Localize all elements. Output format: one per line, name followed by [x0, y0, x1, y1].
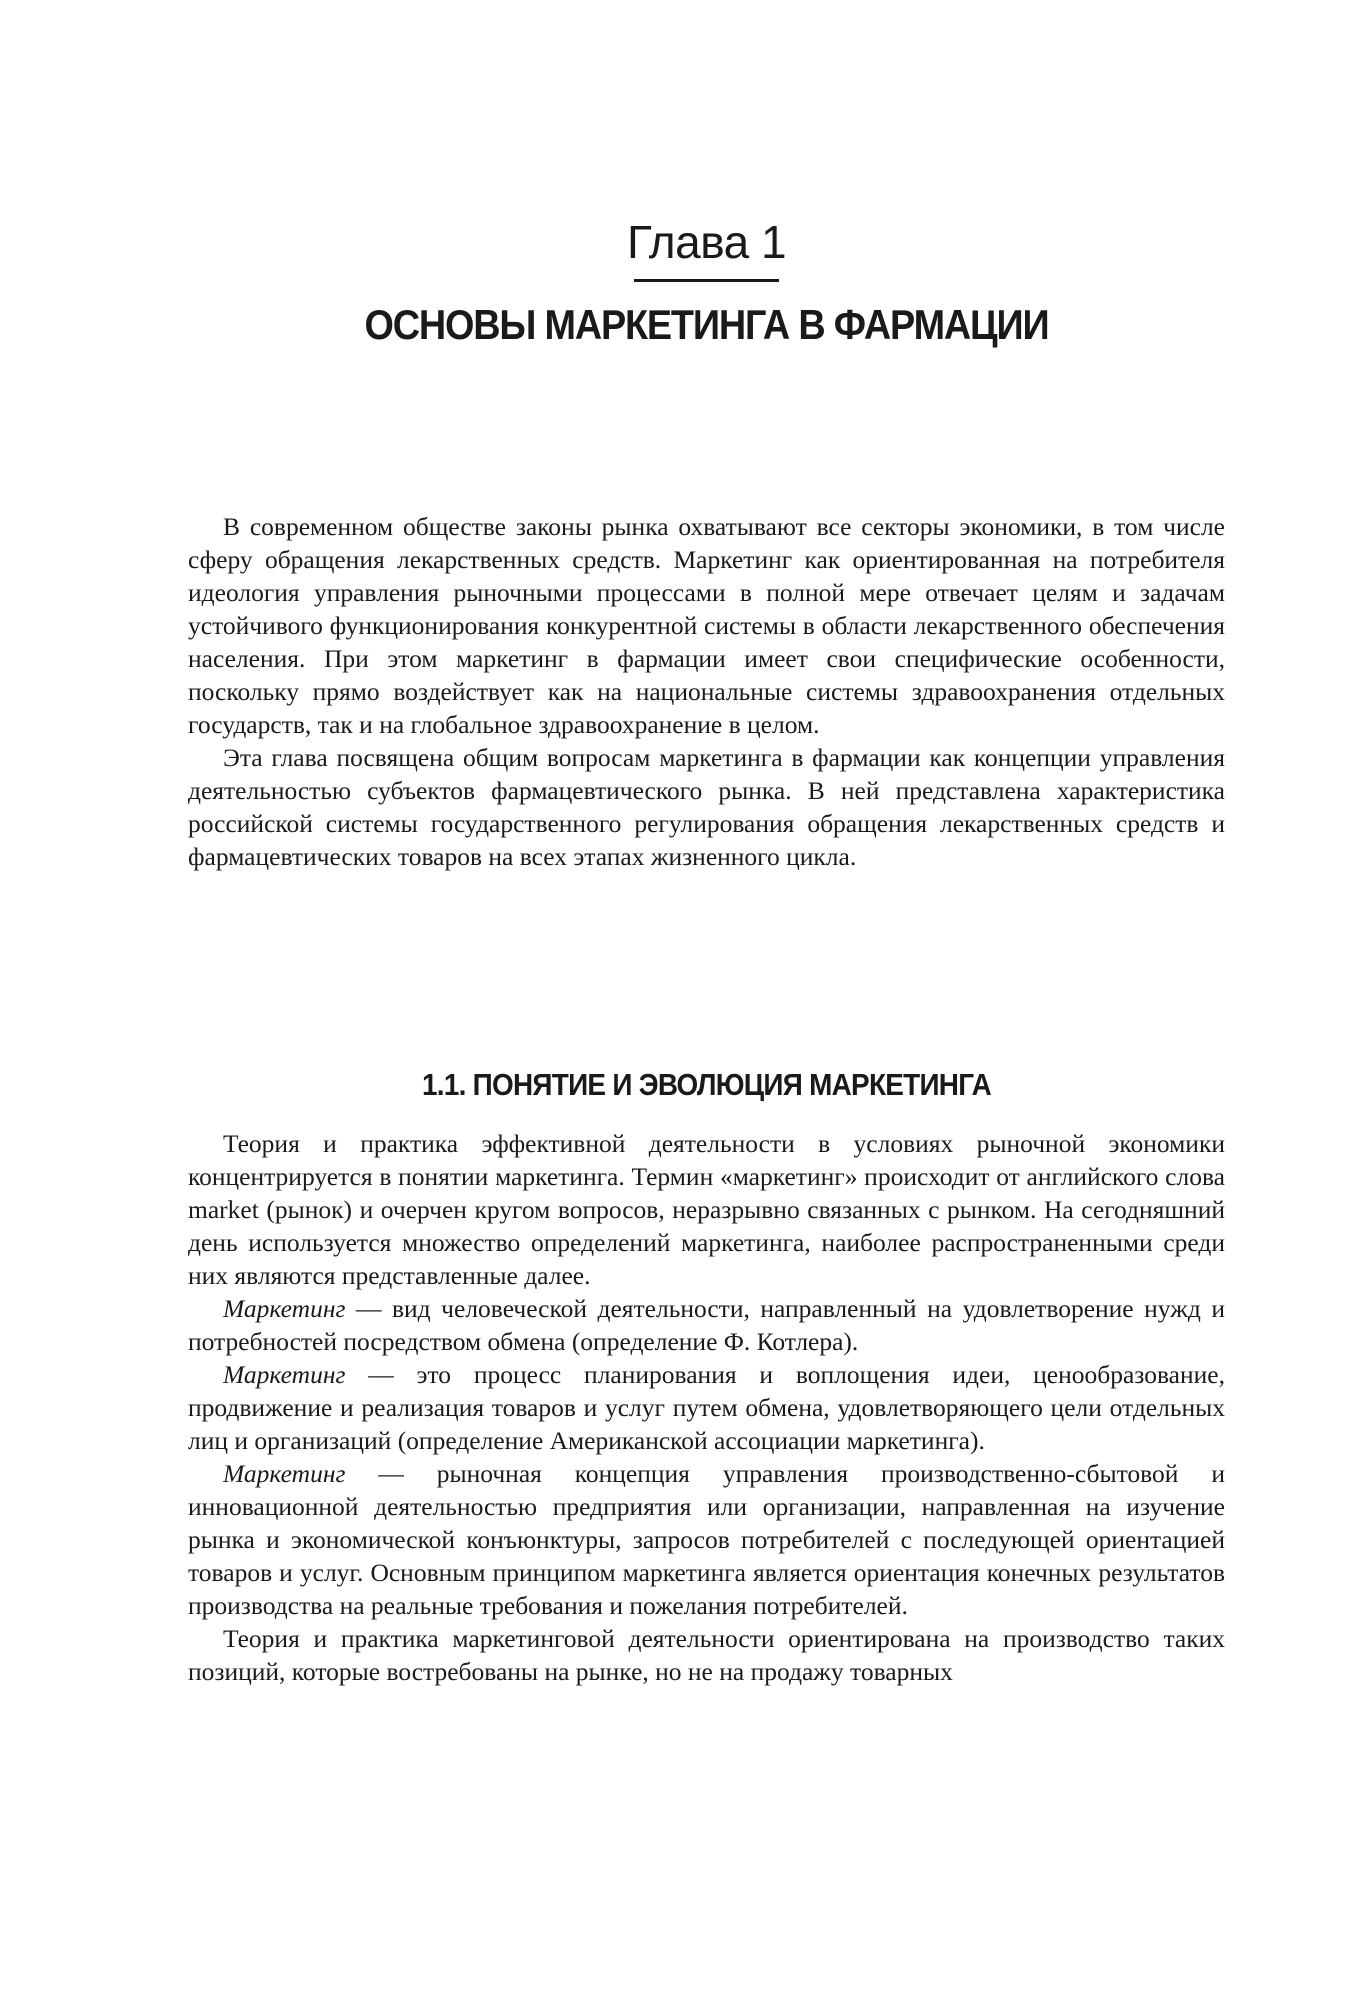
definition-paragraph [188, 1358, 1225, 1457]
chapter-underline [634, 279, 779, 282]
definition-text: — это процесс планирования и воплощения идеи, ценообразование, продвижение и реализация товаров и услуг путем обмена, удовлетворяющего цели отдельных лиц и организаций (определение Американской ассоциации маркетинга). [188, 1360, 1225, 1455]
chapter-title: ОСНОВЫ МАРКЕТИНГА В ФАРМАЦИИ [364, 301, 1049, 348]
section-1-1 [188, 1065, 1225, 1688]
intro-paragraph: Эта глава посвящена общим вопросам маркетинга в фармации как концепции управления деятельностью субъектов фармацевтического рынка. В ней представлена характеристика российской системы государственного регулирования обращения лекарственных средств и фармацевтических товаров на всех этапах жизненного цикла. [188, 743, 1225, 871]
section-title: 1.1. ПОНЯТИЕ И ЭВОЛЮЦИЯ МАРКЕТИНГА [421, 1067, 991, 1102]
definition-paragraph [188, 1457, 1225, 1622]
chapter-intro [188, 510, 1225, 873]
book-page [188, 0, 1225, 2000]
chapter-label: Глава 1 [626, 216, 787, 268]
definition-text: — вид человеческой деятельности, направленный на удовлетворение нужд и потребностей посредством обмена (определение Ф. Котлера). [188, 1294, 1225, 1356]
definition-term: Маркетинг [223, 1360, 346, 1389]
definition-paragraph [188, 1292, 1225, 1358]
definition-text: — рыночная концепция управления производственно-сбытовой и инновационной деятельностью предприятия или организации, направленная на изучение рынка и экономической конъюнктуры, запросов потребителей с последующей ориентацией товаров и услуг. Основным принципом маркетинга является ориентация конечных результатов производства на реальные требования и пожелания потребителей. [188, 1459, 1225, 1620]
definition-term: Маркетинг [223, 1459, 346, 1488]
definition-term: Маркетинг [223, 1294, 346, 1323]
body-paragraph: Теория и практика эффективной деятельности в условиях рыночной экономики концентрируется в понятии маркетинга. Термин «маркетинг» происходит от английского слова market (рынок) и очерчен кругом вопросов, неразрывно связанных с рынком. На сегодняшний день используется множество определений маркетинга, наиболее распространенными среди них являются представленные далее. [188, 1129, 1225, 1290]
body-paragraph: Теория и практика маркетинговой деятельности ориентирована на производство таких позиций, которые востребованы на рынке, но не на продажу товарных [188, 1624, 1225, 1686]
intro-paragraph: В современном обществе законы рынка охватывают все секторы экономики, в том числе сферу обращения лекарственных средств. Маркетинг как ориентированная на потребителя идеология управления рыночными процессами в полной мере отвечает целям и задачам устойчивого функционирования конкурентной системы в области лекарственного обеспечения населения. При этом маркетинг в фармации имеет свои специфические особенности, поскольку прямо воздействует как на национальные системы здравоохранения отдельных государств, так и на глобальное здравоохранение в целом. [188, 512, 1225, 739]
